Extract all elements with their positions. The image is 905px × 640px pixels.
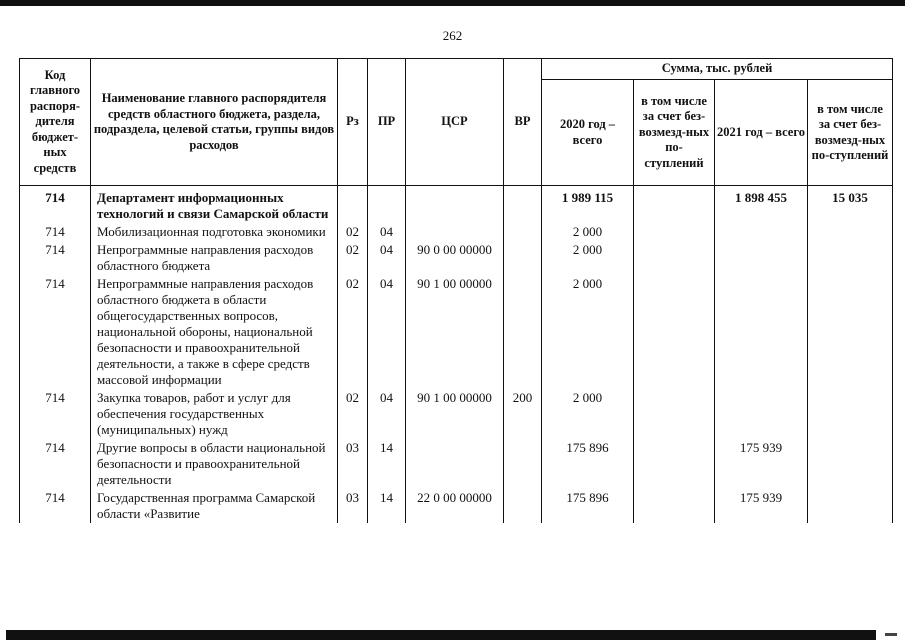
row-rz: 03 <box>338 439 368 489</box>
row-csr: 90 0 00 00000 <box>406 241 504 275</box>
row-2020-total: 2 000 <box>542 241 634 275</box>
row-pr: 04 <box>368 223 406 241</box>
bottom-scan-mark <box>885 633 897 636</box>
header-2021-free: в том числе за счет без-возмезд-ных по-ступлений <box>808 80 893 186</box>
row-2020-free <box>634 389 715 439</box>
row-2020-total: 2 000 <box>542 275 634 389</box>
table-row <box>20 389 893 439</box>
table-row <box>20 223 893 241</box>
page-number: 262 <box>442 28 463 43</box>
table-header <box>20 59 893 186</box>
row-vr <box>504 186 542 224</box>
row-vr: 200 <box>504 389 542 439</box>
row-2021-free <box>808 275 893 389</box>
row-code: 714 <box>20 186 91 224</box>
row-pr <box>368 186 406 224</box>
row-pr: 04 <box>368 389 406 439</box>
table-body <box>20 186 893 524</box>
row-name: Другие вопросы в области национальной безопасности и правоохранительной деятельности <box>91 439 338 489</box>
row-2020-total: 1 989 115 <box>542 186 634 224</box>
table-row <box>20 241 893 275</box>
row-2021-free <box>808 389 893 439</box>
row-csr <box>406 223 504 241</box>
header-2020-free: в том числе за счет без-возмезд-ных по-ступлений <box>634 80 715 186</box>
row-2020-free <box>634 275 715 389</box>
header-2020-total: 2020 год – всего <box>542 80 634 186</box>
top-scan-border <box>0 0 905 6</box>
row-pr: 14 <box>368 439 406 489</box>
row-vr <box>504 241 542 275</box>
row-2020-free <box>634 439 715 489</box>
row-rz: 02 <box>338 275 368 389</box>
header-rz: Рз <box>338 59 368 186</box>
row-2021-free <box>808 223 893 241</box>
row-code: 714 <box>20 489 91 523</box>
row-2021-total <box>715 223 808 241</box>
table-row <box>20 439 893 489</box>
row-vr <box>504 223 542 241</box>
header-code: Код главного распоря-дителя бюджет-ных средств <box>20 59 91 186</box>
row-rz: 02 <box>338 241 368 275</box>
row-pr: 04 <box>368 275 406 389</box>
row-2020-free <box>634 186 715 224</box>
row-name: Государственная программа Самарской области «Развитие <box>91 489 338 523</box>
row-rz <box>338 186 368 224</box>
row-2021-free: 15 035 <box>808 186 893 224</box>
table-row <box>20 186 893 224</box>
row-name: Непрограммные направления расходов областного бюджета <box>91 241 338 275</box>
row-code: 714 <box>20 223 91 241</box>
row-2021-free <box>808 439 893 489</box>
bottom-scan-border <box>6 630 876 640</box>
row-pr: 04 <box>368 241 406 275</box>
row-code: 714 <box>20 439 91 489</box>
header-csr: ЦСР <box>406 59 504 186</box>
budget-table <box>19 58 893 523</box>
row-csr: 22 0 00 00000 <box>406 489 504 523</box>
header-sum-group: Сумма, тыс. рублей <box>542 59 893 80</box>
row-csr: 90 1 00 00000 <box>406 275 504 389</box>
row-vr <box>504 275 542 389</box>
row-rz: 02 <box>338 223 368 241</box>
row-csr <box>406 439 504 489</box>
row-2021-total: 1 898 455 <box>715 186 808 224</box>
row-2020-free <box>634 223 715 241</box>
row-2020-total: 175 896 <box>542 439 634 489</box>
row-name: Непрограммные направления расходов областного бюджета в области общегосударственных вопросов, национальной обороны, национальной безопасности и правоохранительной деятельности, а также в сфере средств массовой информации <box>91 275 338 389</box>
header-pr: ПР <box>368 59 406 186</box>
header-name: Наименование главного распорядителя средств областного бюджета, раздела, подраздела, целевой статьи, группы видов расходов <box>91 59 338 186</box>
table-row <box>20 275 893 389</box>
row-2020-free <box>634 489 715 523</box>
row-2021-total: 175 939 <box>715 489 808 523</box>
row-name: Мобилизационная подготовка экономики <box>91 223 338 241</box>
row-2020-total: 2 000 <box>542 389 634 439</box>
header-2021-total: 2021 год – всего <box>715 80 808 186</box>
row-code: 714 <box>20 389 91 439</box>
row-vr <box>504 489 542 523</box>
row-rz: 02 <box>338 389 368 439</box>
row-csr <box>406 186 504 224</box>
row-rz: 03 <box>338 489 368 523</box>
row-code: 714 <box>20 275 91 389</box>
row-2021-total: 175 939 <box>715 439 808 489</box>
row-vr <box>504 439 542 489</box>
row-pr: 14 <box>368 489 406 523</box>
table-row <box>20 489 893 523</box>
row-code: 714 <box>20 241 91 275</box>
row-2021-free <box>808 241 893 275</box>
row-2021-total <box>715 389 808 439</box>
row-csr: 90 1 00 00000 <box>406 389 504 439</box>
row-2020-total: 2 000 <box>542 223 634 241</box>
row-2021-total <box>715 275 808 389</box>
row-2020-free <box>634 241 715 275</box>
row-2020-total: 175 896 <box>542 489 634 523</box>
header-vr: ВР <box>504 59 542 186</box>
row-name: Закупка товаров, работ и услуг для обеспечения государственных (муниципальных) нужд <box>91 389 338 439</box>
row-2021-free <box>808 489 893 523</box>
row-name: Департамент информационных технологий и связи Самарской области <box>91 186 338 224</box>
row-2021-total <box>715 241 808 275</box>
